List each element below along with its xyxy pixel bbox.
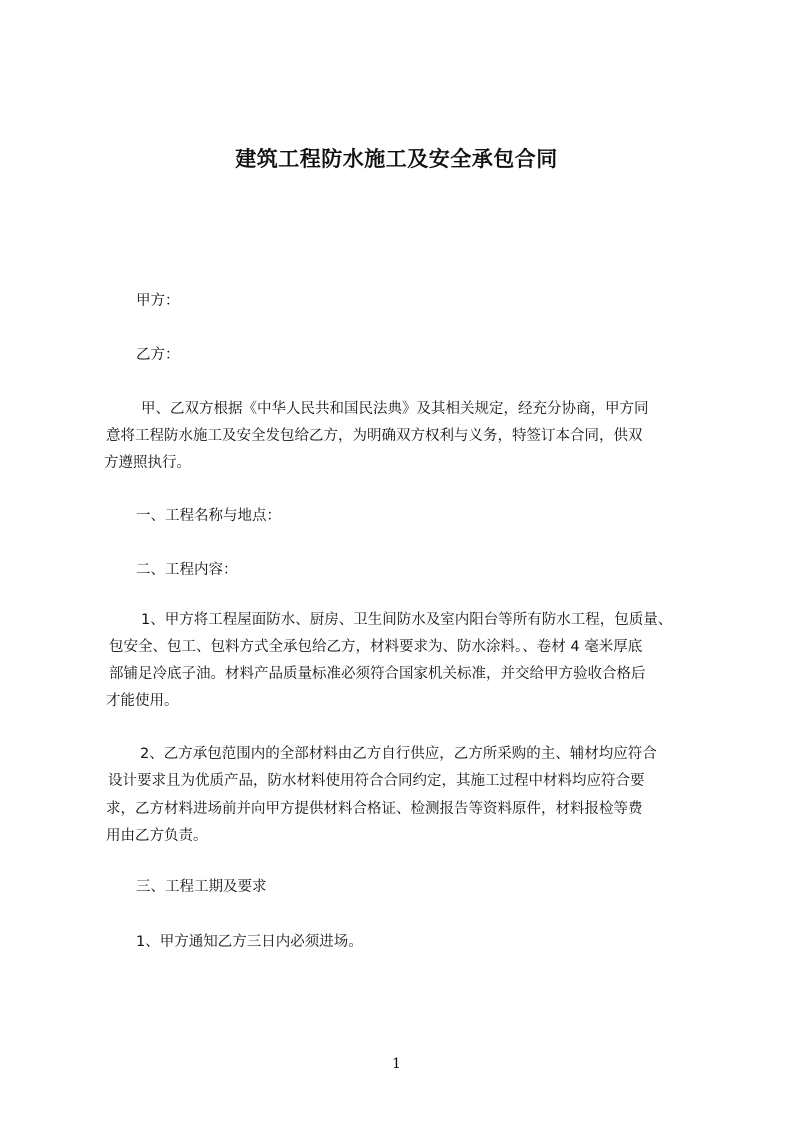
section2-item2-line: 求，乙方材料进场前并向甲方提供材料合格证、检测报告等资料原件，材料报检等费 <box>106 801 643 817</box>
section3-item1: 1、甲方通知乙方三日内必须进场。 <box>136 934 363 950</box>
party-a-label: 甲方： <box>136 293 180 309</box>
section2-item1-line: 1、甲方将工程屋面防水、厨房、卫生间防水及室内阳台等所有防水工程，包质量、 <box>141 612 673 628</box>
preamble-line: 意将工程防水施工及安全发包给乙方，为明确双方权利与义务，特签订本合同，供双 <box>106 428 643 444</box>
section2-item1-line: 才能使用。 <box>106 693 179 709</box>
document-title: 建筑工程防水施工及安全承包合同 <box>235 147 558 171</box>
section2-item1-line: 包安全、包工、包料方式全承包给乙方，材料要求为、防水涂料。、卷材 4 毫米厚底 <box>109 639 643 655</box>
section2-item2-line: 用由乙方负责。 <box>106 828 208 844</box>
section2-item2-line: 2、乙方承包范围内的全部材料由乙方自行供应，乙方所采购的主、辅材均应符合 <box>140 746 657 762</box>
section2-item2-line: 设计要求且为优质产品，防水材料使用符合合同约定，其施工过程中材料均应符合要 <box>108 773 645 789</box>
section-heading-3: 三、工程工期及要求 <box>136 879 267 895</box>
preamble-line: 甲、乙双方根据《中华人民共和国民法典》及其相关规定，经充分协商，甲方同 <box>141 401 649 417</box>
page-number: 1 <box>392 1056 401 1072</box>
party-b-label: 乙方： <box>136 347 180 363</box>
section-heading-1: 一、工程名称与地点： <box>136 508 281 524</box>
section2-item1-line: 部铺足冷底子油。材料产品质量标准必须符合国家机关标准，并交给甲方验收合格后 <box>109 666 646 682</box>
section-heading-2: 二、工程内容： <box>136 562 238 578</box>
preamble-line: 方遵照执行。 <box>104 455 191 471</box>
